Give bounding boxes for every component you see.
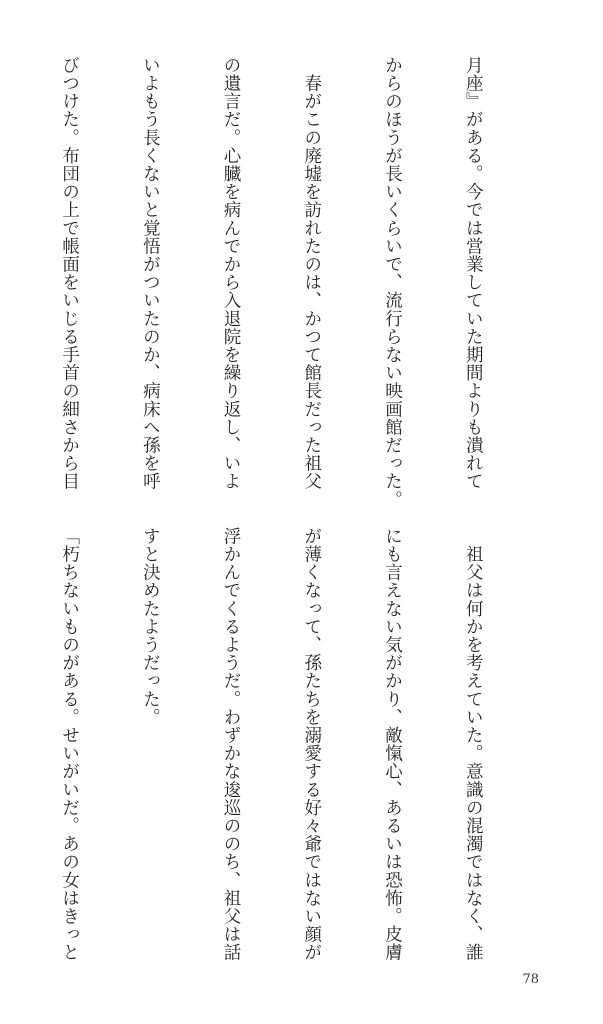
text-line: からのほうが長いくらいで、流行らない映画館だった。: [382, 56, 403, 509]
text-line: びつけた。布団の上で帳面をいじる手首の細さから目: [59, 56, 80, 491]
text-line: 春がこの廃墟を訪れたのは、かつて館長だった祖父: [301, 56, 322, 491]
text-line: いよもう長くないと覚悟がついたのか、病床へ孫を呼: [140, 56, 161, 491]
text-line: すと決めたようだった。: [140, 527, 161, 727]
text-line: 祖父は何かを考えていた。意識の混濁ではなく、誰: [463, 527, 484, 962]
text-line: が薄くなって、孫たちを溺愛する好々爺ではない顔が: [301, 527, 322, 962]
text-line: [0, 56, 2, 508]
text-line: 月座』がある。今では営業していた期間よりも潰れて: [463, 56, 484, 491]
upper-text-block: [59, 56, 540, 509]
text-line: の遺言だ。心臓を病んでから入退院を繰り返し、いよ: [221, 56, 242, 491]
text-line: [0, 527, 2, 957]
text-line: 浮かんでくるようだ。わずかな逡巡ののち、祖父は話: [221, 527, 242, 962]
lower-text-block: [59, 527, 540, 962]
text-line: にも言えない気がかり、敵愾心、あるいは恐怖。皮膚: [382, 527, 403, 962]
text-line: 「朽ちないものがある。せいがいだ。あの女はきっと: [59, 527, 80, 962]
page-number: 78: [522, 972, 539, 987]
